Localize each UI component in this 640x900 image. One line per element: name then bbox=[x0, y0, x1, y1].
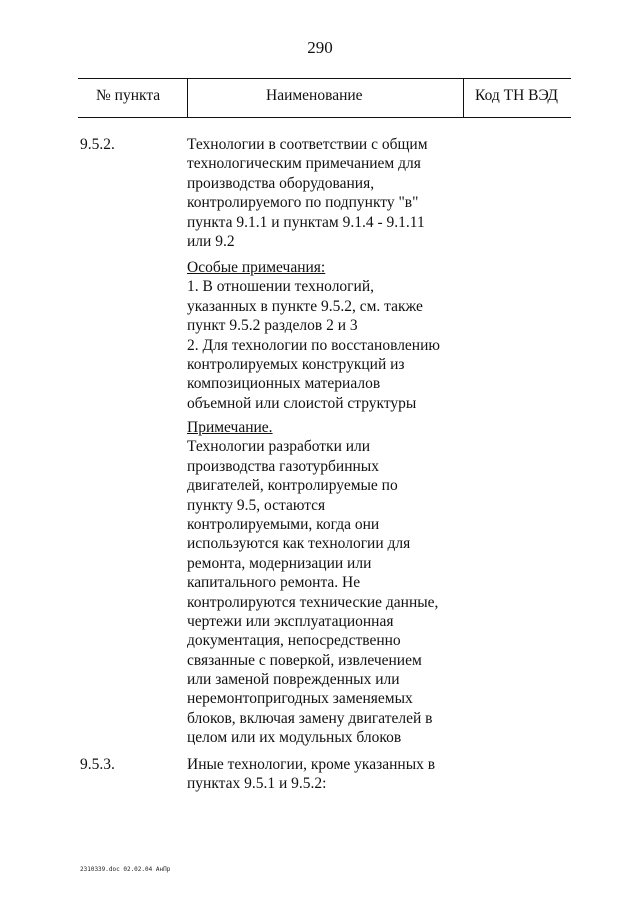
note-line: или заменой поврежденных или bbox=[187, 671, 400, 689]
note-line: контролируются технические данные, bbox=[187, 593, 439, 611]
row-number: 9.5.2. bbox=[80, 136, 115, 153]
special-notes bbox=[187, 258, 477, 413]
row-text bbox=[187, 135, 477, 251]
text-line: контролируемого по подпункту "в" bbox=[187, 194, 419, 212]
text-line: пунктах 9.5.1 и 9.5.2: bbox=[187, 775, 327, 793]
note-line: производства газотурбинных bbox=[187, 457, 379, 475]
special-notes-heading: Особые примечания: bbox=[187, 259, 326, 276]
text-line: Иные технологии, кроме указанных в bbox=[187, 756, 436, 773]
row-number: 9.5.3. bbox=[80, 756, 115, 773]
note-line: Технологии разработки или bbox=[187, 438, 371, 456]
note-line: неремонтопригодных заменяемых bbox=[187, 690, 413, 708]
special-notes-line: 2. Для технологии по восстановлению bbox=[187, 336, 440, 354]
note-line: целом или их модульных блоков bbox=[187, 729, 402, 747]
note-line: связанные с поверкой, извлечением bbox=[187, 651, 422, 669]
note bbox=[187, 418, 477, 748]
note-line: ремонта, модернизации или bbox=[187, 554, 372, 572]
text-line: пункта 9.1.1 и пунктам 9.1.4 - 9.1.11 bbox=[187, 213, 425, 231]
footer-doc-id: 2310339.doc 02.02.04 АнПр bbox=[80, 866, 171, 873]
special-notes-line: указанных в пункте 9.5.2, см. также bbox=[187, 297, 423, 315]
note-line: пункту 9.5, остаются bbox=[187, 496, 326, 514]
special-notes-line: 1. В отношении технологий, bbox=[187, 278, 374, 296]
note-line: двигателей, контролируемые по bbox=[187, 477, 398, 495]
note-line: документация, непосредственно bbox=[187, 632, 401, 650]
special-notes-line: объемной или слоистой структуры bbox=[187, 394, 417, 412]
text-line: Технологии в соответствии с общим bbox=[187, 136, 428, 153]
note-line: чертежи или эксплуатационная bbox=[187, 612, 394, 630]
column-header-code: Код ТН ВЭД bbox=[475, 87, 559, 104]
special-notes-line: пункт 9.5.2 разделов 2 и 3 bbox=[187, 317, 358, 335]
text-line: или 9.2 bbox=[187, 232, 235, 250]
text-line: технологическим примечанием для bbox=[187, 155, 421, 173]
header-divider-1 bbox=[187, 78, 188, 118]
note-line: капитального ремонта. Не bbox=[187, 574, 361, 592]
header-top-border bbox=[78, 78, 571, 79]
header-divider-2 bbox=[463, 78, 464, 118]
note-line: используются как технологии для bbox=[187, 535, 411, 553]
text-line: производства оборудования, bbox=[187, 174, 375, 192]
row-text bbox=[187, 755, 477, 794]
note-heading: Примечание. bbox=[187, 419, 273, 436]
header-bottom-border bbox=[78, 117, 571, 118]
special-notes-line: контролируемых конструкций из bbox=[187, 355, 405, 373]
page-number: 290 bbox=[307, 38, 333, 57]
note-line: контролируемыми, когда они bbox=[187, 515, 380, 533]
column-header-name: Наименование bbox=[266, 87, 363, 104]
note-line: блоков, включая замену двигателей в bbox=[187, 709, 433, 727]
column-header-number: № пункта bbox=[96, 87, 161, 104]
special-notes-line: композиционных материалов bbox=[187, 375, 381, 393]
